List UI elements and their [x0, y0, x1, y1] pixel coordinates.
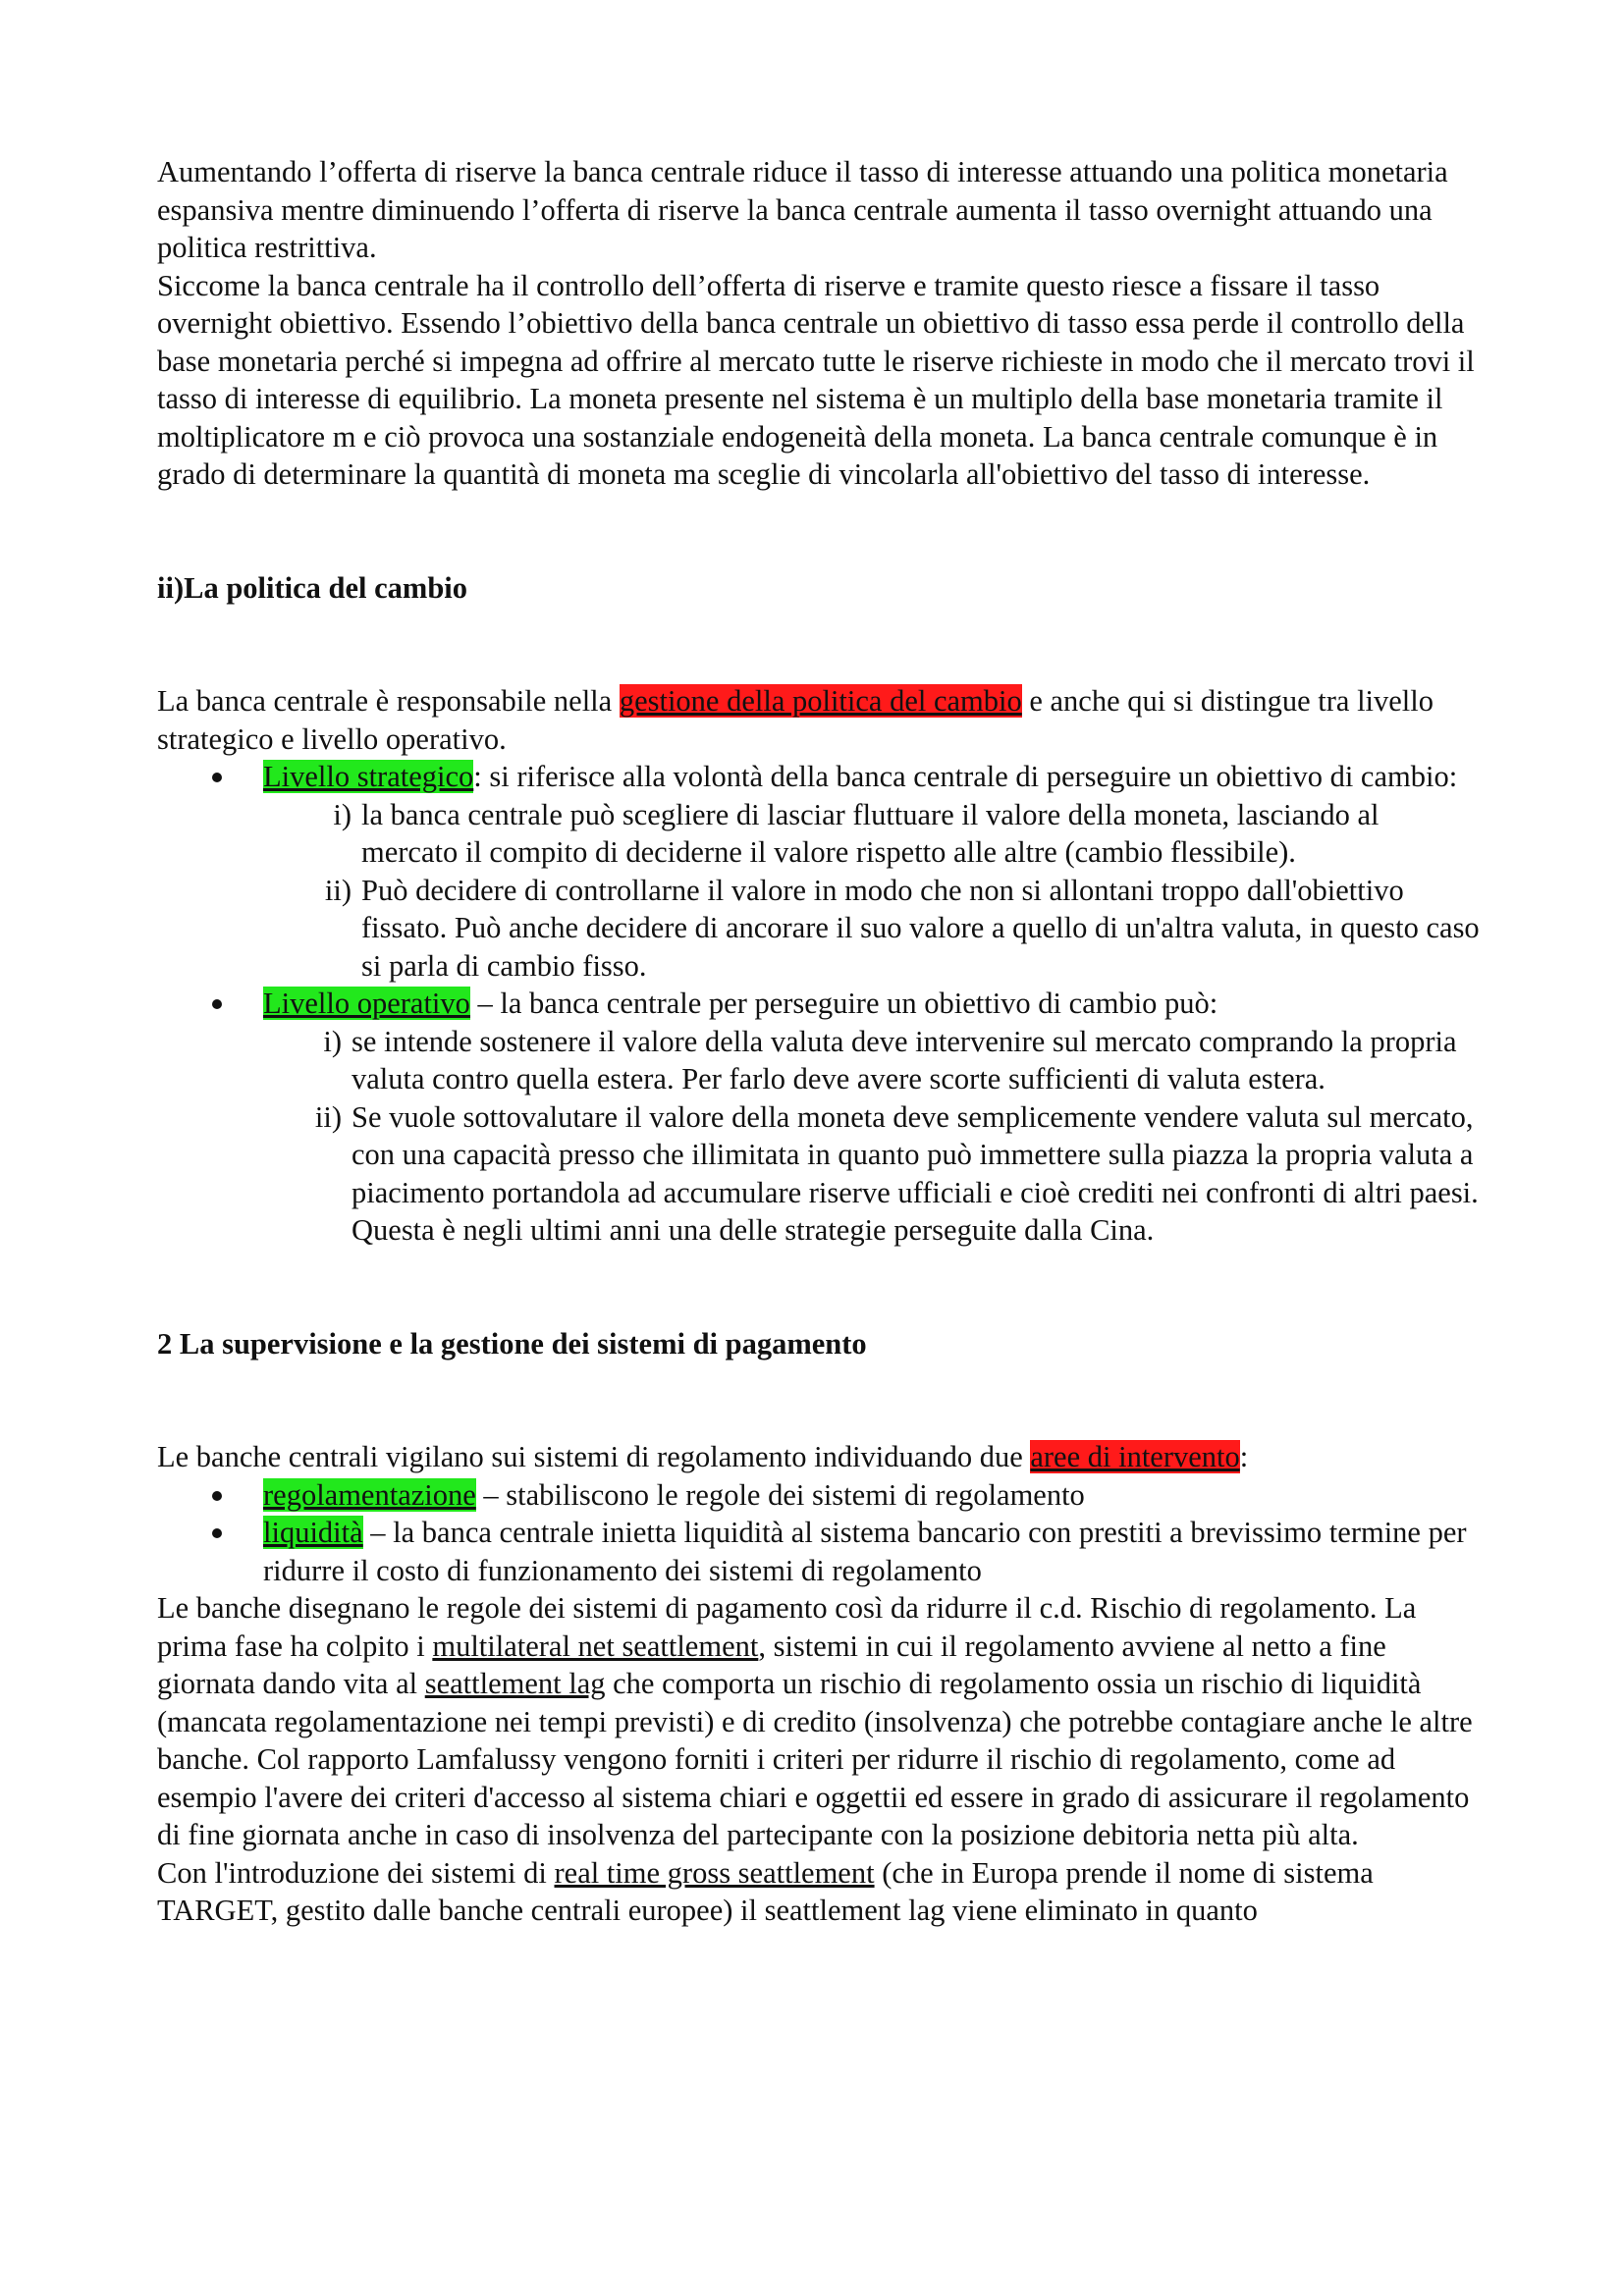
pagamenti-paragraph-1: Le banche disegnano le regole dei sistemi di pagamento così da ridurre il c.d. Rischio di regolamento. La prima fase ha colpito i multilateral net seattlement, sistemi in cui il regolamento avviene al netto a fine giornata dando vita al seattlement lag che comporta un rischio di regolamento ossia un rischio di liquidità (mancata regolamentazione nei tempi previsti) e di credito (insolvenza) che potrebbe contagiare anche le altre banche. Col rapporto Lamfalussy vengono forniti i criteri per ridurre il rischio di regolamento, come ad esempio l'avere dei criteri d'accesso al sistema chiari e oggettii ed essere in grado di assicurare il regolamento di fine giornata anche in caso di insolvenza del partecipante con la posizione debitoria netta più alta.: [157, 1591, 1473, 1851]
cambio-levels-list: [157, 758, 1483, 1250]
operative-sublist: [263, 1023, 1483, 1250]
strategic-sublist: [263, 796, 1483, 986]
list-item-livello-operativo: Livello operativo – la banca centrale per perseguire un obiettivo di cambio può: i) se intende sostenere il valore della valuta deve intervenire sul mercato comprando la propria valuta contro quella estera. Per farlo deve avere scorte sufficienti di valuta estera. ii) Se vuole sottovalutare il valore della moneta deve semplicemente vendere valuta sul mercato, con una capacità presso che illimitata in quanto può immettere sulla piazza la propria valuta a piacimento portandola ad accumulare riserve ufficiali e cioè crediti nei confronti di altri paesi. Questa è negli ultimi anni una delle strategie perseguite dalla Cina.: [263, 985, 1483, 1250]
highlight-liquidita: liquidità: [263, 1516, 363, 1549]
underlined-term-seattlement-lag: seattlement lag: [424, 1667, 606, 1700]
highlight-gestione-politica-cambio: gestione della politica del cambio: [619, 684, 1022, 718]
list-item: ii) Può decidere di controllarne il valore in modo che non si allontani troppo dall'obiettivo fissato. Può anche decidere di ancorare il suo valore a quello di un'altra valuta, in questo caso si parla di cambio fisso.: [324, 873, 1480, 983]
highlight-livello-operativo: Livello operativo: [263, 987, 470, 1020]
pagamenti-intro-paragraph: Le banche centrali vigilano sui sistemi di regolamento individuando due aree di intervento:: [157, 1440, 1249, 1473]
highlight-livello-strategico: Livello strategico: [263, 760, 474, 793]
cambio-intro-paragraph: La banca centrale è responsabile nella gestione della politica del cambio e anche qui si distingue tra livello strategico e livello operativo.: [157, 684, 1434, 756]
intervention-areas-list: [157, 1476, 1483, 1590]
section-heading-cambio: ii)La politica del cambio: [157, 570, 468, 605]
list-item-regolamentazione: regolamentazione – stabiliscono le regole dei sistemi di regolamento: [263, 1476, 1483, 1515]
intro-paragraph-2: Siccome la banca centrale ha il controllo dell’offerta di riserve e tramite questo riesce a fissare il tasso overnight obiettivo. Essendo l’obiettivo della banca centrale un obiettivo di tasso essa perde il controllo della base monetaria perché si impegna ad offrire al mercato tutte le riserve richieste in modo che il mercato trovi il tasso di interesse di equilibrio. La moneta presente nel sistema è un multiplo della base monetaria tramite il moltiplicatore m e ciò provoca una sostanziale endogeneità della moneta. La banca centrale comunque è in grado di determinare la quantità di moneta ma sceglie di vincolarla all'obiettivo del tasso di interesse.: [157, 268, 1475, 491]
underlined-term-rtgs: real time gross seattlement: [554, 1855, 875, 1890]
section-heading-pagamenti: 2 La supervisione e la gestione dei sistemi di pagamento: [157, 1326, 867, 1361]
underlined-term-multilateral-net: multilateral net seattlement: [432, 1629, 759, 1663]
list-item: i) se intende sostenere il valore della valuta deve intervenire sul mercato comprando la propria valuta contro quella estera. Per farlo deve avere scorte sufficienti di valuta estera.: [323, 1024, 1457, 1095]
pagamenti-paragraph-2: Con l'introduzione dei sistemi di real time gross seattlement (che in Europa prende il nome di sistema TARGET, gestito dalle banche centrali europee) il seattlement lag viene eliminato in quanto: [157, 1855, 1374, 1927]
document-page: [157, 153, 1483, 1930]
highlight-regolamentazione: regolamentazione: [263, 1477, 476, 1512]
list-item: ii) Se vuole sottovalutare il valore della moneta deve semplicemente vendere valuta sul mercato, con una capacità presso che illimitata in quanto può immettere sulla piazza la propria valuta a piacimento portandola ad accumulare riserve ufficiali e cioè crediti nei confronti di altri paesi. Questa è negli ultimi anni una delle strategie perseguite dalla Cina.: [314, 1099, 1479, 1247]
intro-paragraph-1: Aumentando l’offerta di riserve la banca centrale riduce il tasso di interesse attuando una politica monetaria espansiva mentre diminuendo l’offerta di riserve la banca centrale aumenta il tasso overnight attuando una politica restrittiva.: [157, 155, 1448, 264]
list-item: i) la banca centrale può scegliere di lasciar fluttuare il valore della moneta, lasciando al mercato il compito di deciderne il valore rispetto alle altre (cambio flessibile).: [333, 797, 1380, 869]
list-item-liquidita: liquidità – la banca centrale inietta liquidità al sistema bancario con prestiti a brevissimo termine per ridurre il costo di funzionamento dei sistemi di regolamento: [263, 1514, 1483, 1589]
highlight-aree-di-intervento: aree di intervento: [1030, 1440, 1240, 1473]
list-item-livello-strategico: Livello strategico: si riferisce alla volontà della banca centrale di perseguire un obiettivo di cambio: i) la banca centrale può scegliere di lasciar fluttuare il valore della moneta, lasciando al mercato il compito di deciderne il valore rispetto alle altre (cambio flessibile). ii) Può decidere di controllarne il valore in modo che non si allontani troppo dall'obiettivo fissato. Può anche decidere di ancorare il suo valore a quello di un'altra valuta, in questo caso si parla di cambio fisso.: [263, 758, 1483, 985]
